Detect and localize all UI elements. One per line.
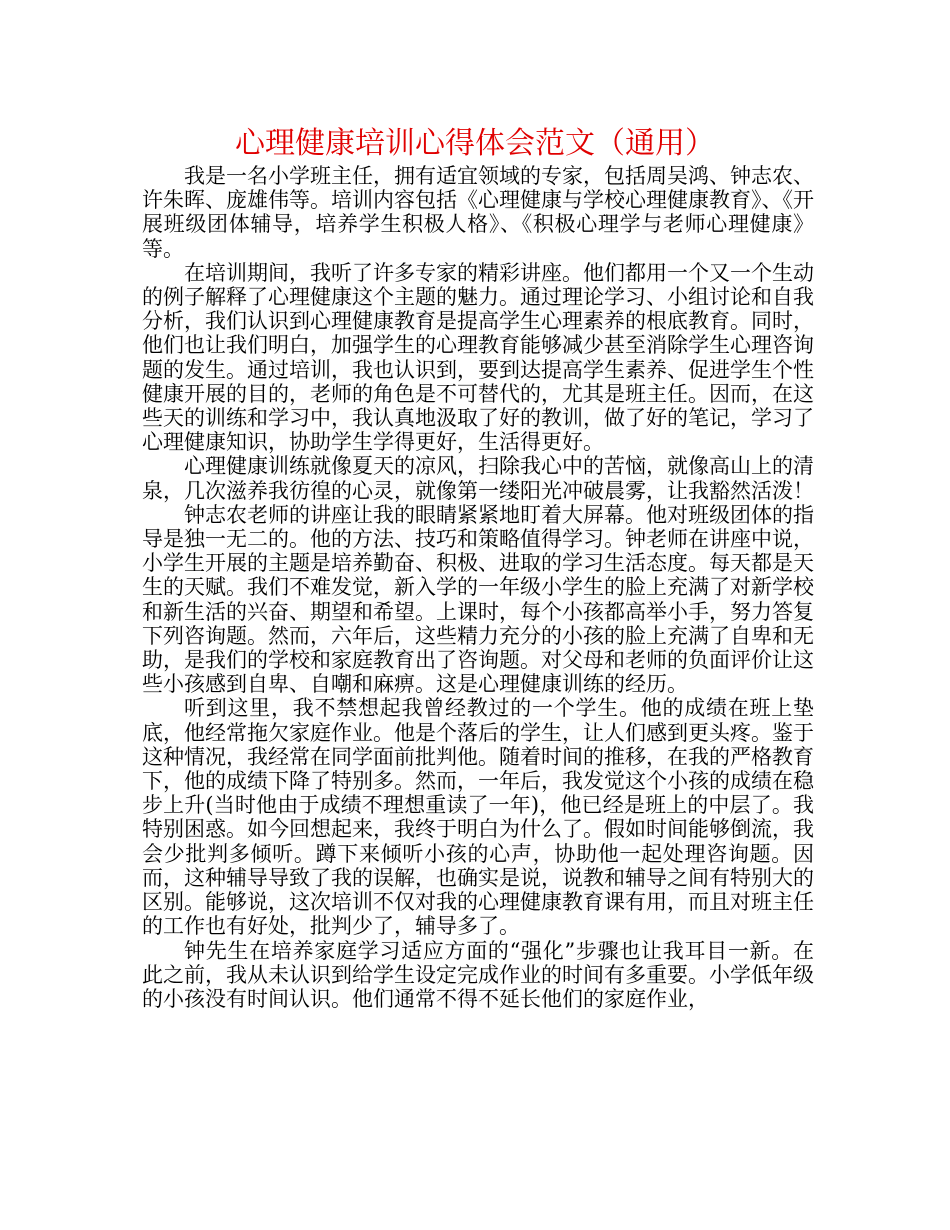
paragraph: 在培训期间，我听了许多专家的精彩讲座。他们都用一个又一个生动的例子解释了心理健康这个主题的魅力。通过理论学习、小组讨论和自我分析，我们认识到心理健康教育是提高学生心理素养的根底教育。同时，他们也让我们明白，加强学生的心理教育能够减少甚至消除学生心理咨询题的发生。通过培训，我也认识到，要到达提高学生素养、促进学生个性健康开展的目的，老师的角色是不可替代的，尤其是班主任。因而，在这些天的训练和学习中，我认真地汲取了好的教训，做了好的笔记，学习了心理健康知识，协助学生学得更好，生活得更好。 — [142, 260, 814, 455]
paragraph: 听到这里，我不禁想起我曾经教过的一个学生。他的成绩在班上垫底，他经常拖欠家庭作业。他是个落后的学生，让人们感到更头疼。鉴于这种情况，我经常在同学面前批判他。随着时间的推移，在我的严格教育下，他的成绩下降了特别多。然而，一年后，我发觉这个小孩的成绩在稳步上升(当时他由于成绩不理想重读了一年)，他已经是班上的中层了。我特别困惑。如今回想起来，我终于明白为什么了。假如时间能够倒流，我会少批判多倾听。蹲下来倾听小孩的心声，协助他一起处理咨询题。因而，这种辅导导致了我的误解，也确实是说，说教和辅导之间有特别大的区别。能够说，这次培训不仅对我的心理健康教育课有用，而且对班主任的工作也有好处，批判少了，辅导多了。 — [142, 696, 814, 939]
paragraph: 钟志农老师的讲座让我的眼睛紧紧地盯着大屏幕。他对班级团体的指导是独一无二的。他的方法、技巧和策略值得学习。钟老师在讲座中说，小学生开展的主题是培养勤奋、积极、进取的学习生活态度。每天都是天生的天赋。我们不难发觉，新入学的一年级小学生的脸上充满了对新学校和新生活的兴奋、期望和希望。上课时，每个小孩都高举小手，努力答复下列咨询题。然而，六年后，这些精力充分的小孩的脸上充满了自卑和无助，是我们的学校和家庭教育出了咨询题。对父母和老师的负面评价让这些小孩感到自卑、自嘲和麻痹。这是心理健康训练的经历。 — [142, 502, 814, 697]
document-title: 心理健康培训心得体会范文（通用） — [235, 126, 715, 161]
paragraph: 心理健康训练就像夏天的凉风，扫除我心中的苦恼，就像高山上的清泉，几次滋养我彷徨的心灵，就像第一缕阳光冲破晨雾，让我豁然活泼！ — [142, 454, 814, 503]
paragraph: 我是一名小学班主任，拥有适宜领域的专家，包括周吴鸿、钟志农、许朱晖、庞雄伟等。培训内容包括《心理健康与学校心理健康教育》、《开展班级团体辅导，培养学生积极人格》、《积极心理学与老师心理健康》等。 — [142, 164, 814, 261]
paragraph: 钟先生在培养家庭学习适应方面的“强化”步骤也让我耳目一新。在此之前，我从未认识到给学生设定完成作业的时间有多重要。小学低年级的小孩没有时间认识。他们通常不得不延长他们的家庭作业， — [142, 938, 814, 1011]
document-body — [142, 164, 814, 1011]
